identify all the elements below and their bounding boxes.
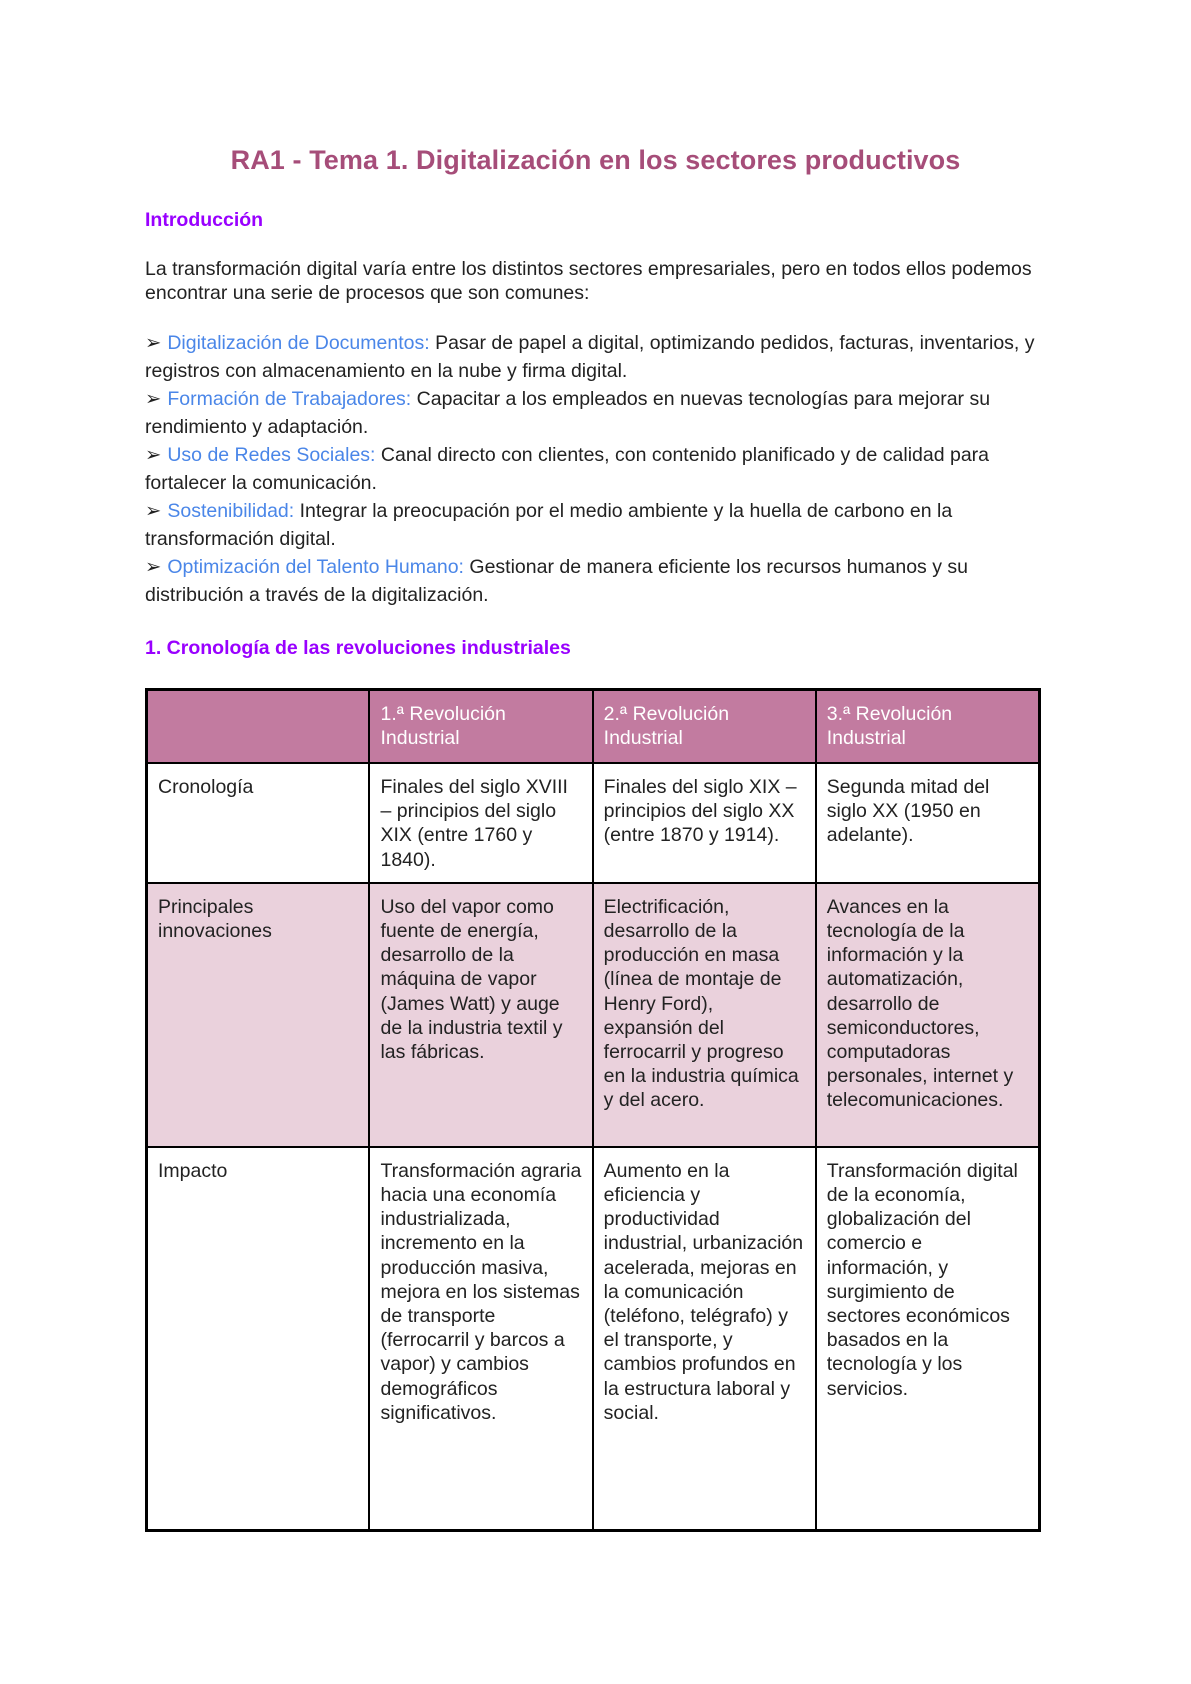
table-header-row (147, 690, 1040, 764)
table-header-cell: 2.ª Revolución Industrial (593, 690, 816, 764)
table-cell: Avances en la tecnología de la información y la automatización, desarrollo de semiconductores, computadoras personales, internet y telecomunicaciones. (816, 883, 1040, 1147)
introduction-paragraph: La transformación digital varía entre los distintos sectores empresariales, pero en todos ellos podemos encontrar una serie de procesos que son comunes: (145, 258, 1032, 304)
arrow-bullet-icon: ➢ (145, 388, 162, 410)
table-header-cell: 3.ª Revolución Industrial (816, 690, 1040, 764)
table-cell: Transformación digital de la economía, globalización del comercio e información, y surgimiento de sectores económicos basados en la tecnología y los servicios. (816, 1147, 1040, 1531)
table-cell: Uso del vapor como fuente de energía, desarrollo de la máquina de vapor (James Watt) y auge de la industria textil y las fábricas. (369, 883, 592, 1147)
table-row (147, 1147, 1040, 1531)
process-list (145, 329, 1050, 609)
row-label: Principales innovaciones (147, 883, 370, 1147)
table-row (147, 883, 1040, 1147)
bullet-text: Capacitar a los empleados en nuevas tecnologías para mejorar su rendimiento y adaptación. (145, 388, 991, 438)
row-label: Cronología (147, 763, 370, 883)
bullet-keyword: Optimización del Talento Humano: (167, 556, 464, 578)
bullet-keyword: Uso de Redes Sociales: (167, 444, 376, 466)
arrow-bullet-icon: ➢ (145, 332, 162, 354)
bullet-keyword: Formación de Trabajadores: (167, 388, 412, 410)
bullet-text: Integrar la preocupación por el medio ambiente y la huella de carbono en la transformación digital. (145, 500, 953, 550)
table-cell: Finales del siglo XIX – principios del siglo XX (entre 1870 y 1914). (593, 763, 816, 883)
list-item (145, 497, 1050, 553)
bullet-text: Canal directo con clientes, con contenido planificado y de calidad para fortalecer la comunicación. (145, 444, 990, 494)
table-header-cell (147, 690, 370, 764)
page-title: RA1 - Tema 1. Digitalización en los sectores productivos (230, 145, 961, 175)
list-item (145, 441, 1050, 497)
table-cell: Aumento en la eficiencia y productividad industrial, urbanización acelerada, mejoras en la comunicación (teléfono, telégrafo) y el transporte, y cambios profundos en la estructura laboral y social. (593, 1147, 816, 1531)
table-row (147, 763, 1040, 883)
table-cell: Transformación agraria hacia una economía industrializada, incremento en la producción masiva, mejora en los sistemas de transporte (ferrocarril y barcos a vapor) y cambios demográficos significativos. (369, 1147, 592, 1531)
introduction-heading: Introducción (145, 209, 264, 231)
list-item (145, 329, 1050, 385)
bullet-text: Gestionar de manera eficiente los recursos humanos y su distribución a través de la digitalización. (145, 556, 968, 606)
bullet-keyword: Digitalización de Documentos: (167, 332, 430, 354)
table-cell: Finales del siglo XVIII – principios del siglo XIX (entre 1760 y 1840). (369, 763, 592, 883)
revolutions-table (145, 688, 1041, 1532)
arrow-bullet-icon: ➢ (145, 500, 162, 522)
table-cell: Electrificación, desarrollo de la producción en masa (línea de montaje de Henry Ford), expansión del ferrocarril y progreso en la industria química y del acero. (593, 883, 816, 1147)
row-label: Impacto (147, 1147, 370, 1531)
arrow-bullet-icon: ➢ (145, 444, 162, 466)
table-cell: Segunda mitad del siglo XX (1950 en adelante). (816, 763, 1040, 883)
list-item (145, 385, 1050, 441)
table-header-cell: 1.ª Revolución Industrial (369, 690, 592, 764)
list-item (145, 553, 1050, 609)
bullet-text: Pasar de papel a digital, optimizando pedidos, facturas, inventarios, y registros con almacenamiento en la nube y firma digital. (145, 332, 1035, 382)
arrow-bullet-icon: ➢ (145, 556, 162, 578)
section-heading-cronologia: 1. Cronología de las revoluciones industriales (145, 637, 571, 659)
bullet-keyword: Sostenibilidad: (167, 500, 295, 522)
